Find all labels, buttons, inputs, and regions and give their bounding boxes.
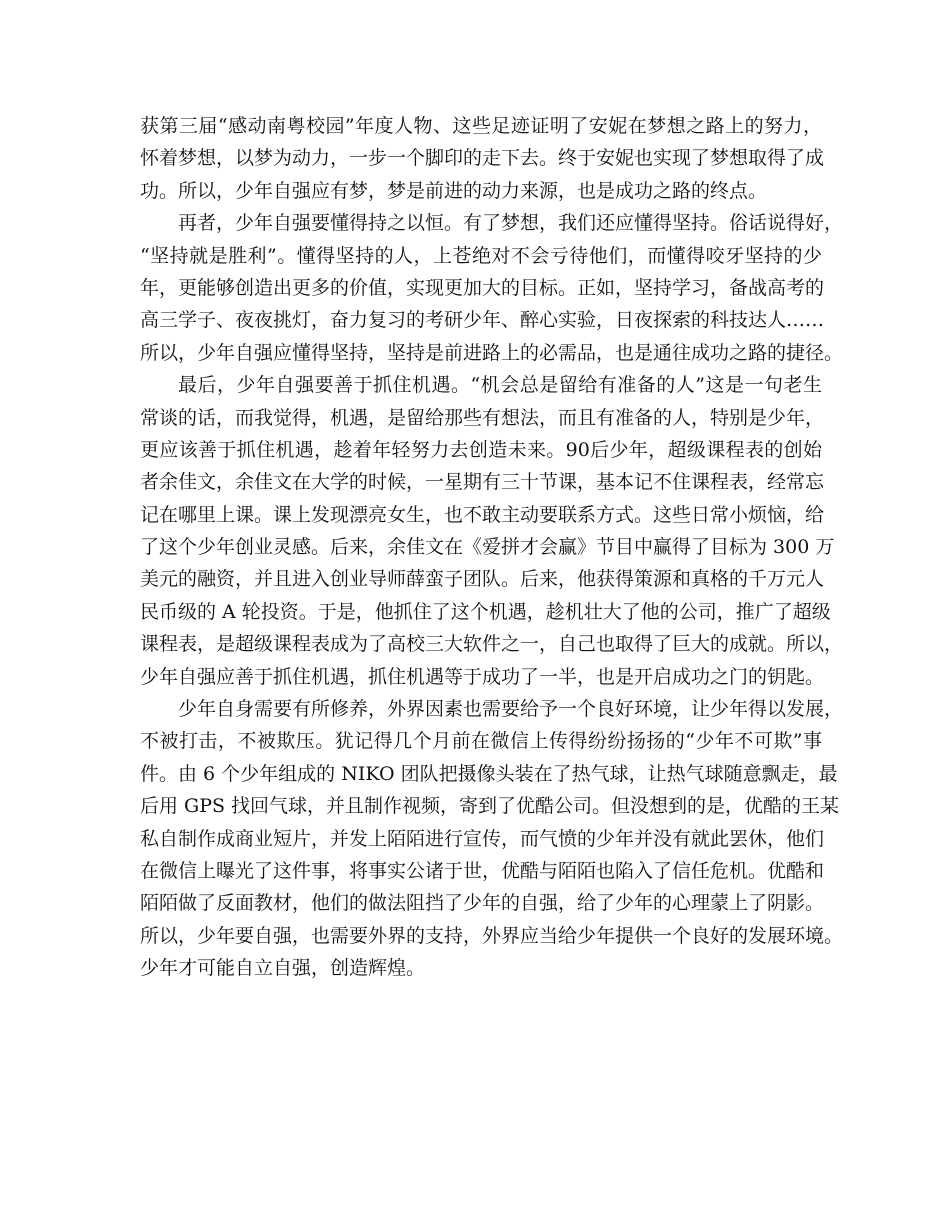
document-page (140, 110, 844, 985)
text-line: 少年才可能自立自强，创造辉煌。 (140, 957, 426, 980)
text-line: 功。所以，少年自强应有梦，梦是前进的动力来源，也是成功之路的终点。 (140, 179, 768, 202)
paragraph-opportunity (140, 369, 844, 693)
text-line: 所以，少年自强应懂得坚持，坚持是前进路上的必需品，也是通往成功之路的捷径。 (140, 341, 844, 364)
text-line: 记在哪里上课。课上发现漂亮女生，也不敢主动要联系方式。这些日常小烦恼，给 (140, 503, 825, 526)
text-line: 在微信上曝光了这件事，将事实公诸于世，优酷与陌陌也陷入了信任危机。优酷和 (140, 859, 825, 882)
text-line: 件。由 6 个少年组成的 NIKO 团队把摄像头装在了热气球，让热气球随意飘走，最 (140, 762, 838, 785)
text-line: 课程表，是超级课程表成为了高校三大软件之一，自己也取得了巨大的成就。所以， (140, 633, 844, 656)
text-line: 私自制作成商业短片，并发上陌陌进行宣传，而气愤的少年并没有就此罢休，他们 (140, 827, 825, 850)
paragraph-dream-conclusion (140, 110, 825, 207)
text-line: 陌陌做了反面教材，他们的做法阻挡了少年的自强，给了少年的心理蒙上了阴影。 (140, 892, 825, 915)
text-line: 更应该善于抓住机遇，趁着年轻努力去创造未来。90后少年，超级课程表的创始 (140, 438, 822, 461)
text-line: 最后，少年自强要善于抓住机遇。“机会总是留给有准备的人”这是一句老生 (178, 374, 822, 397)
text-line: 常谈的话，而我觉得，机遇，是留给那些有想法，而且有准备的人，特别是少年， (140, 406, 825, 429)
text-line: 民币级的 A 轮投资。于是，他抓住了这个机遇，趁机壮大了他的公司，推广了超级 (140, 600, 831, 623)
paragraph-environment (140, 693, 844, 985)
text-line: 怀着梦想，以梦为动力，一步一个脚印的走下去。终于安妮也实现了梦想取得了成 (140, 147, 825, 170)
text-line: 不被打击，不被欺压。犹记得几个月前在微信上传得纷纷扬扬的“少年不可欺”事 (140, 730, 822, 753)
text-line: 获第三届“感动南粤校园”年度人物、这些足迹证明了安妮在梦想之路上的努力， (140, 115, 822, 137)
text-line: 少年自身需要有所修养，外界因素也需要给予一个良好环境，让少年得以发展， (178, 698, 844, 721)
text-line: 再者，少年自强要懂得持之以恒。有了梦想，我们还应懂得坚持。俗话说得好， (178, 212, 844, 235)
text-line: 了这个少年创业灵感。后来，余佳文在《爱拼才会赢》节目中赢得了目标为 300 万 (140, 536, 835, 559)
text-line: 年，更能够创造出更多的价值，实现更加大的目标。正如，坚持学习，备战高考的 (140, 276, 825, 299)
text-line: 少年自强应善于抓住机遇，抓住机遇等于成功了一半，也是开启成功之门的钥匙。 (140, 665, 825, 688)
text-line: 高三学子、夜夜挑灯，奋力复习的考研少年、醉心实验，日夜探索的科技达人…… (140, 309, 825, 332)
text-line: 后用 GPS 找回气球，并且制作视频，寄到了优酷公司。但没想到的是，优酷的王某 (140, 795, 840, 818)
text-line: 美元的融资，并且进入创业导师薛蛮子团队。后来，他获得策源和真格的千万元人 (140, 568, 825, 591)
text-line: “坚持就是胜利”。懂得坚持的人，上苍绝对不会亏待他们，而懂得咬牙坚持的少 (140, 244, 822, 267)
text-line: 所以，少年要自强，也需要外界的支持，外界应当给少年提供一个良好的发展环境。 (140, 924, 844, 947)
paragraph-perseverance (140, 207, 844, 369)
text-line: 者余佳文，余佳文在大学的时候，一星期有三十节课，基本记不住课程表，经常忘 (140, 471, 825, 494)
